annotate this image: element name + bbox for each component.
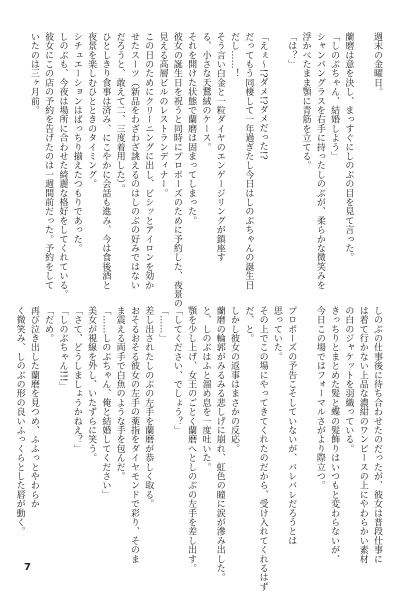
text-line: だし……！ xyxy=(229,32,240,78)
text-line: 「しのぶちゃん、結婚しよう」 xyxy=(329,32,340,161)
top-text-block xyxy=(28,32,384,308)
text-line: 浮かべたまま顎に青筋を立てる。 xyxy=(300,32,311,170)
text-line xyxy=(270,32,284,282)
text-line: 思っていた。 xyxy=(271,306,282,362)
text-line: 「えぇ～!?ダメ!?ダメだった!? xyxy=(257,32,268,160)
text-line: シャンパングラスを右手に持ったしのぶが、柔らかな微笑みを xyxy=(314,32,325,290)
text-line: 彼女の誕生日を祝うと同時にプロポーズのために予約した、夜景の xyxy=(171,32,182,308)
text-line: だろうと、敢えて二、三度着用した）。 xyxy=(114,32,125,194)
text-line: しかし彼女の返事はまさかの反応。 xyxy=(229,306,240,454)
text-line: ひとしきり食事は済み、にこやかに会話も進み、今は食後酒と xyxy=(100,32,111,290)
page-number: 7 xyxy=(24,562,31,573)
text-line: 蘭磨は意を決し、まっすぐにしのぶの目を見て言った。 xyxy=(343,32,354,262)
text-line: しのぶの仕事後に待ち合わせたのだったが、彼女は普段仕事に xyxy=(372,306,382,564)
text-line: それを開けた状態で蘭磨は固まってしまった。 xyxy=(186,32,197,226)
text-line: 今日この場ではフォーマルさがより際立つ。 xyxy=(314,306,325,490)
text-line: 「……」 xyxy=(157,306,168,343)
text-line: は着て行かない上品な濃紺のワンピースの上にやわらかい素材 xyxy=(357,306,368,564)
text-line: ま震える両手で白魚のような手を包んだ。 xyxy=(114,306,125,481)
text-line: 蘭磨の輪郭がみるみる悲しげに崩れ、虹色の瞳に涙が滲み出した。 xyxy=(214,306,225,582)
text-line: 「してください、でしょう？」 xyxy=(171,306,182,435)
text-line: おそるおそる彼女の左手の薬指をダイヤモンドで彩り、そのま xyxy=(128,306,139,564)
text-line: 彼女にこの店の予約を告げたのは一週間前だった。予約をして xyxy=(43,32,54,290)
text-line: いたのは三ヶ月前。 xyxy=(28,32,39,115)
text-line: そう言い白金と一粒ダイヤのエンゲージリングが鎮座す xyxy=(214,32,225,262)
text-line: 「は？」 xyxy=(286,32,297,69)
text-line xyxy=(298,306,312,551)
text-line: その上でこの場にやってきてくれたのだから、受け入れてくれるはず xyxy=(257,306,268,591)
text-line: だ、と。 xyxy=(243,306,254,343)
bottom-text-block xyxy=(14,306,384,591)
text-line: 「……しのぶちゃん、俺と結婚してください」 xyxy=(100,306,111,500)
text-line: 顎を少し上げ、女王のごとく蘭磨へとしのぶの左手を差し出す。 xyxy=(186,306,197,573)
text-line: 再び泣き出した蘭磨を見つめ、ふふっとやわらか xyxy=(28,306,39,509)
text-line: 見える高層ビルのレストランディナー。 xyxy=(157,32,168,198)
text-line: せたスーツ（新品をわざわざ誂えるのはしのぶの好みではない xyxy=(128,32,139,290)
text-line: と、しのぶはふと溜め息を一度吐いた。 xyxy=(200,306,211,472)
text-line: プロポーズの予告こそしていないが、バレバレだろうとは xyxy=(286,306,297,546)
text-line: 「しのぶちゃん!!!」 xyxy=(57,306,68,392)
text-line: 夜景を楽しむひとときのタイミング。 xyxy=(86,32,97,189)
text-line: シチュエーションはばっちり揃えたつもりであった。 xyxy=(71,32,82,253)
text-line: だってもう同棲して一年過ぎたし今日はしのぶちゃんの誕生日 xyxy=(243,32,254,290)
text-line: 差し出されたしのぶの左手を蘭磨が恭しく取る。 xyxy=(143,306,154,509)
text-line: きっちりとまとめた髪と蝶の髪飾りはいつもと変わらないが、 xyxy=(329,306,340,564)
text-line: 「だめ。 xyxy=(43,306,54,343)
text-line: 週末の金曜日。 xyxy=(372,32,382,97)
text-line: 「さて、どうしましょうかねえ？」 xyxy=(71,306,82,454)
text-line xyxy=(355,32,369,282)
text-line: の白のジャケットを羽織っている。 xyxy=(343,306,354,454)
text-line: しのぶも、今夜は場所に合わせた綺麗な格好をしてくれている。 xyxy=(57,32,68,299)
text-line: る、小さな天鵞絨のケース。 xyxy=(200,32,211,152)
text-line: この日のためにクリーニングに出し、ビシッとアイロンを効か xyxy=(143,32,154,290)
text-line: 美女が視線を外し、いたずらに笑う。 xyxy=(86,306,97,463)
text-line: く微笑み、しのぶの形の良いふっくらとした唇が動く。 xyxy=(14,306,25,536)
